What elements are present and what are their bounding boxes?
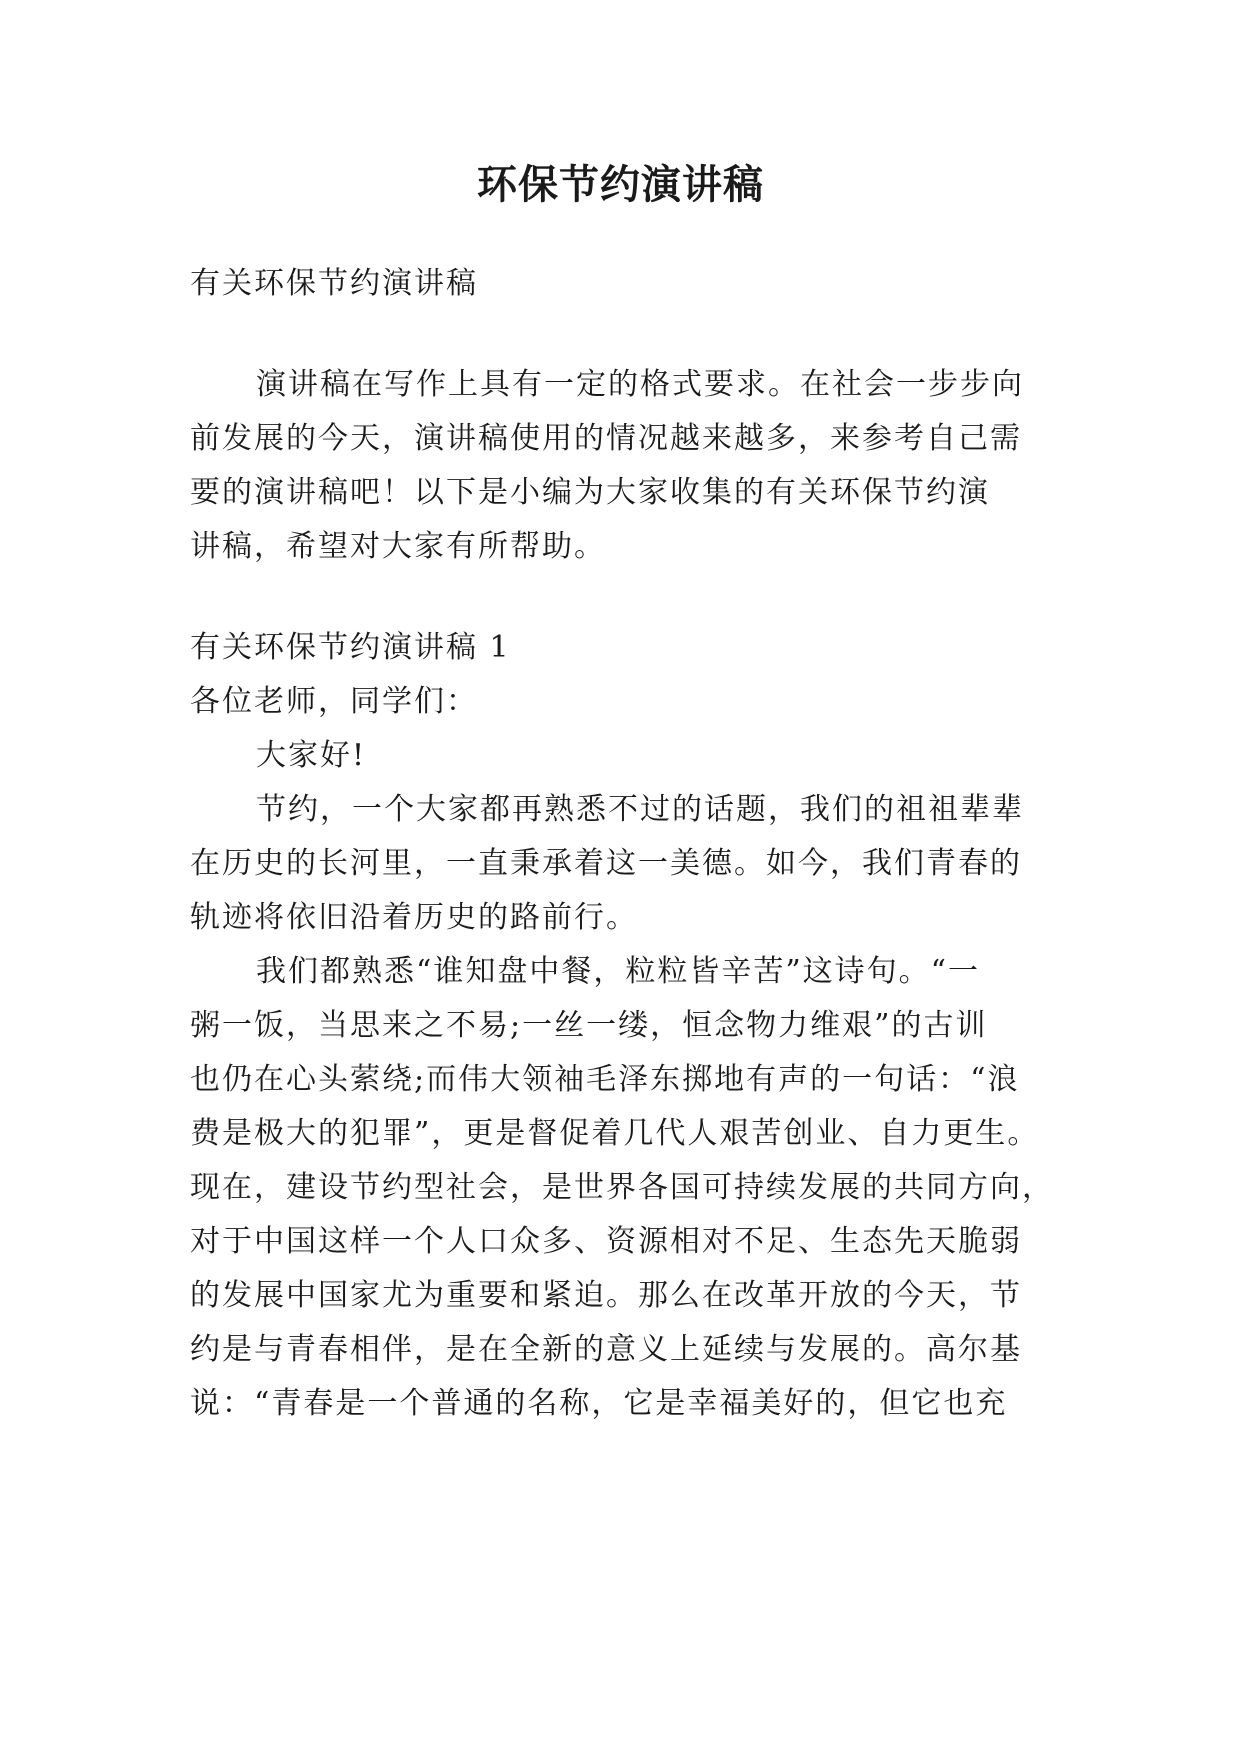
text-line: 对于中国这样一个人口众多、资源相对不足、生态先天脆弱 <box>190 1224 1022 1259</box>
text-line: 演讲稿在写作上具有一定的格式要求。在社会一步步向 <box>256 367 1024 402</box>
text-line: 粥一饭，当思来之不易;一丝一缕，恒念物力维艰”的古训 <box>190 1008 988 1043</box>
text-line: 约是与青春相伴，是在全新的意义上延续与发展的。高尔基 <box>190 1332 1022 1367</box>
text-line: 在历史的长河里，一直秉承着这一美德。如今，我们青春的 <box>190 846 1022 881</box>
text-line: 说：“青春是一个普通的名称，它是幸福美好的，但它也充 <box>190 1386 1008 1421</box>
text-line: 轨迹将依旧沿着历史的路前行。 <box>190 900 638 935</box>
text-line: 现在，建设节约型社会，是世界各国可持续发展的共同方向， <box>190 1170 1054 1205</box>
text-line: 讲稿，希望对大家有所帮助。 <box>190 529 606 564</box>
text-line: 要的演讲稿吧！以下是小编为大家收集的有关环保节约演 <box>190 475 990 510</box>
text-line: 费是极大的犯罪”，更是督促着几代人艰苦创业、自力更生。 <box>190 1116 1040 1151</box>
greeting: 大家好! <box>256 738 367 773</box>
document-subtitle: 有关环保节约演讲稿 <box>190 266 478 301</box>
text-line: 的发展中国家尤为重要和紧迫。那么在改革开放的今天，节 <box>190 1278 1022 1313</box>
section-heading: 有关环保节约演讲稿 1 <box>190 630 511 665</box>
salutation: 各位老师，同学们： <box>190 684 478 719</box>
text-line: 我们都熟悉“谁知盘中餐，粒粒皆辛苦”这诗句。“一 <box>256 954 981 989</box>
document-title: 环保节约演讲稿 <box>477 161 764 208</box>
text-line: 也仍在心头萦绕;而伟大领袖毛泽东掷地有声的一句话：“浪 <box>190 1062 1020 1097</box>
text-line: 前发展的今天，演讲稿使用的情况越来越多，来参考自己需 <box>190 421 1022 456</box>
text-line: 节约，一个大家都再熟悉不过的话题，我们的祖祖辈辈 <box>256 792 1024 827</box>
